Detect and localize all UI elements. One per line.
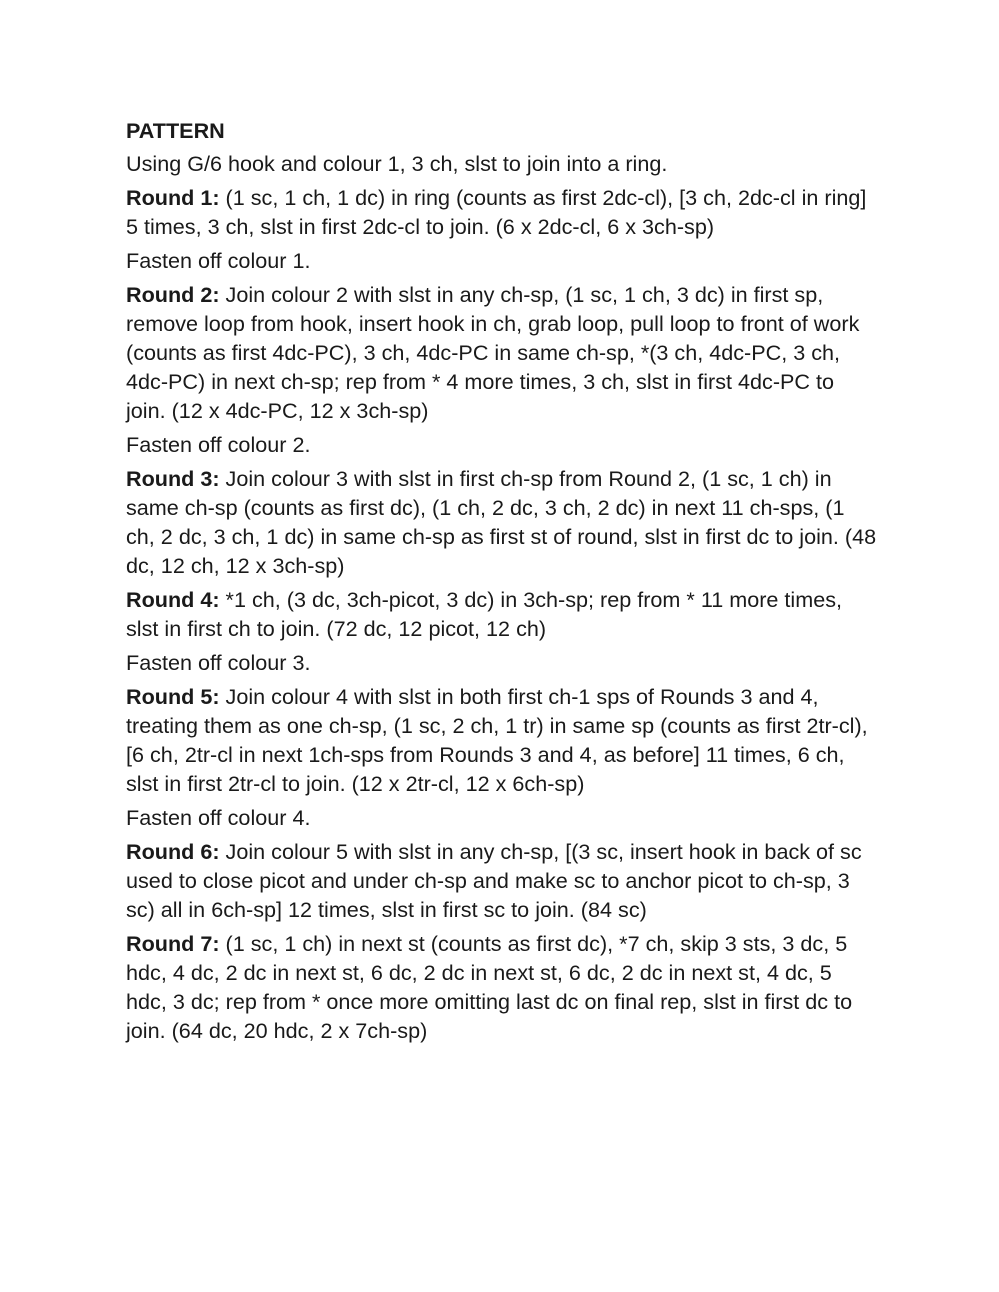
- round-7-paragraph: [126, 929, 878, 1045]
- round-2-text: Join colour 2 with slst in any ch-sp, (1 sc, 1 ch, 3 dc) in first sp, remove loop from hook, insert hook in ch, grab loop, pull loop to front of work (counts as first 4dc-PC), 3 ch, 4dc-PC in same ch-sp, *(3 ch, 4dc-PC, 3 ch, 4dc-PC) in next ch-sp; rep from * 4 more times, 3 ch, slst in first 4dc-PC to join. (12 x 4dc-PC, 12 x 3ch-sp): [126, 282, 860, 423]
- round-7-text: (1 sc, 1 ch) in next st (counts as first dc), *7 ch, skip 3 sts, 3 dc, 5 hdc, 4 dc, 2 dc in next st, 6 dc, 2 dc in next st, 6 dc, 2 dc in next st, 4 dc, 5 hdc, 3 dc; rep from * once more omitting last dc on final rep, slst in first dc to join. (64 dc, 20 hdc, 2 x 7ch-sp): [126, 931, 853, 1043]
- round-6-paragraph: [126, 837, 878, 924]
- pattern-heading: PATTERN: [126, 118, 225, 143]
- fasten-off-1: Fasten off colour 1.: [126, 248, 311, 273]
- round-3-paragraph: [126, 464, 878, 580]
- round-5-text: Join colour 4 with slst in both first ch-1 sps of Rounds 3 and 4, treating them as one ch-sp, (1 sc, 2 ch, 1 tr) in same sp (counts as first 2tr-cl), [6 ch, 2tr-cl in next 1ch-sps from Rounds 3 and 4, as before] 11 times, 6 ch, slst in first 2tr-cl to join. (12 x 2tr-cl, 12 x 6ch-sp): [126, 684, 868, 796]
- intro-paragraph: Using G/6 hook and colour 1, 3 ch, slst to join into a ring.: [126, 151, 668, 176]
- round-4-label: Round 4:: [126, 587, 220, 612]
- round-1-paragraph: [126, 183, 878, 241]
- fasten-off-3: Fasten off colour 3.: [126, 650, 311, 675]
- round-1-text: (1 sc, 1 ch, 1 dc) in ring (counts as first 2dc-cl), [3 ch, 2dc-cl in ring] 5 times, 3 ch, slst in first 2dc-cl to join. (6 x 2dc-cl, 6 x 3ch-sp): [126, 185, 867, 239]
- round-7-label: Round 7:: [126, 931, 220, 956]
- round-2-label: Round 2:: [126, 282, 220, 307]
- round-1-label: Round 1:: [126, 185, 220, 210]
- fasten-off-2: Fasten off colour 2.: [126, 432, 311, 457]
- round-4-text: *1 ch, (3 dc, 3ch-picot, 3 dc) in 3ch-sp; rep from * 11 more times, slst in first ch to join. (72 dc, 12 picot, 12 ch): [126, 587, 843, 641]
- round-3-label: Round 3:: [126, 466, 220, 491]
- round-5-paragraph: [126, 682, 878, 798]
- round-3-text: Join colour 3 with slst in first ch-sp from Round 2, (1 sc, 1 ch) in same ch-sp (counts as first dc), (1 ch, 2 dc, 3 ch, 2 dc) in next 11 ch-sps, (1 ch, 2 dc, 3 ch, 1 dc) in same ch-sp as first st of round, slst in first dc to join. (48 dc, 12 ch, 12 x 3ch-sp): [126, 466, 877, 578]
- fasten-off-4: Fasten off colour 4.: [126, 805, 311, 830]
- round-4-paragraph: [126, 585, 878, 643]
- round-6-text: Join colour 5 with slst in any ch-sp, [(3 sc, insert hook in back of sc used to close picot and under ch-sp and make sc to anchor picot to ch-sp, 3 sc) all in 6ch-sp] 12 times, slst in first sc to join. (84 sc): [126, 839, 862, 922]
- pattern-page: [126, 116, 878, 1050]
- round-2-paragraph: [126, 280, 878, 425]
- round-5-label: Round 5:: [126, 684, 220, 709]
- round-6-label: Round 6:: [126, 839, 220, 864]
